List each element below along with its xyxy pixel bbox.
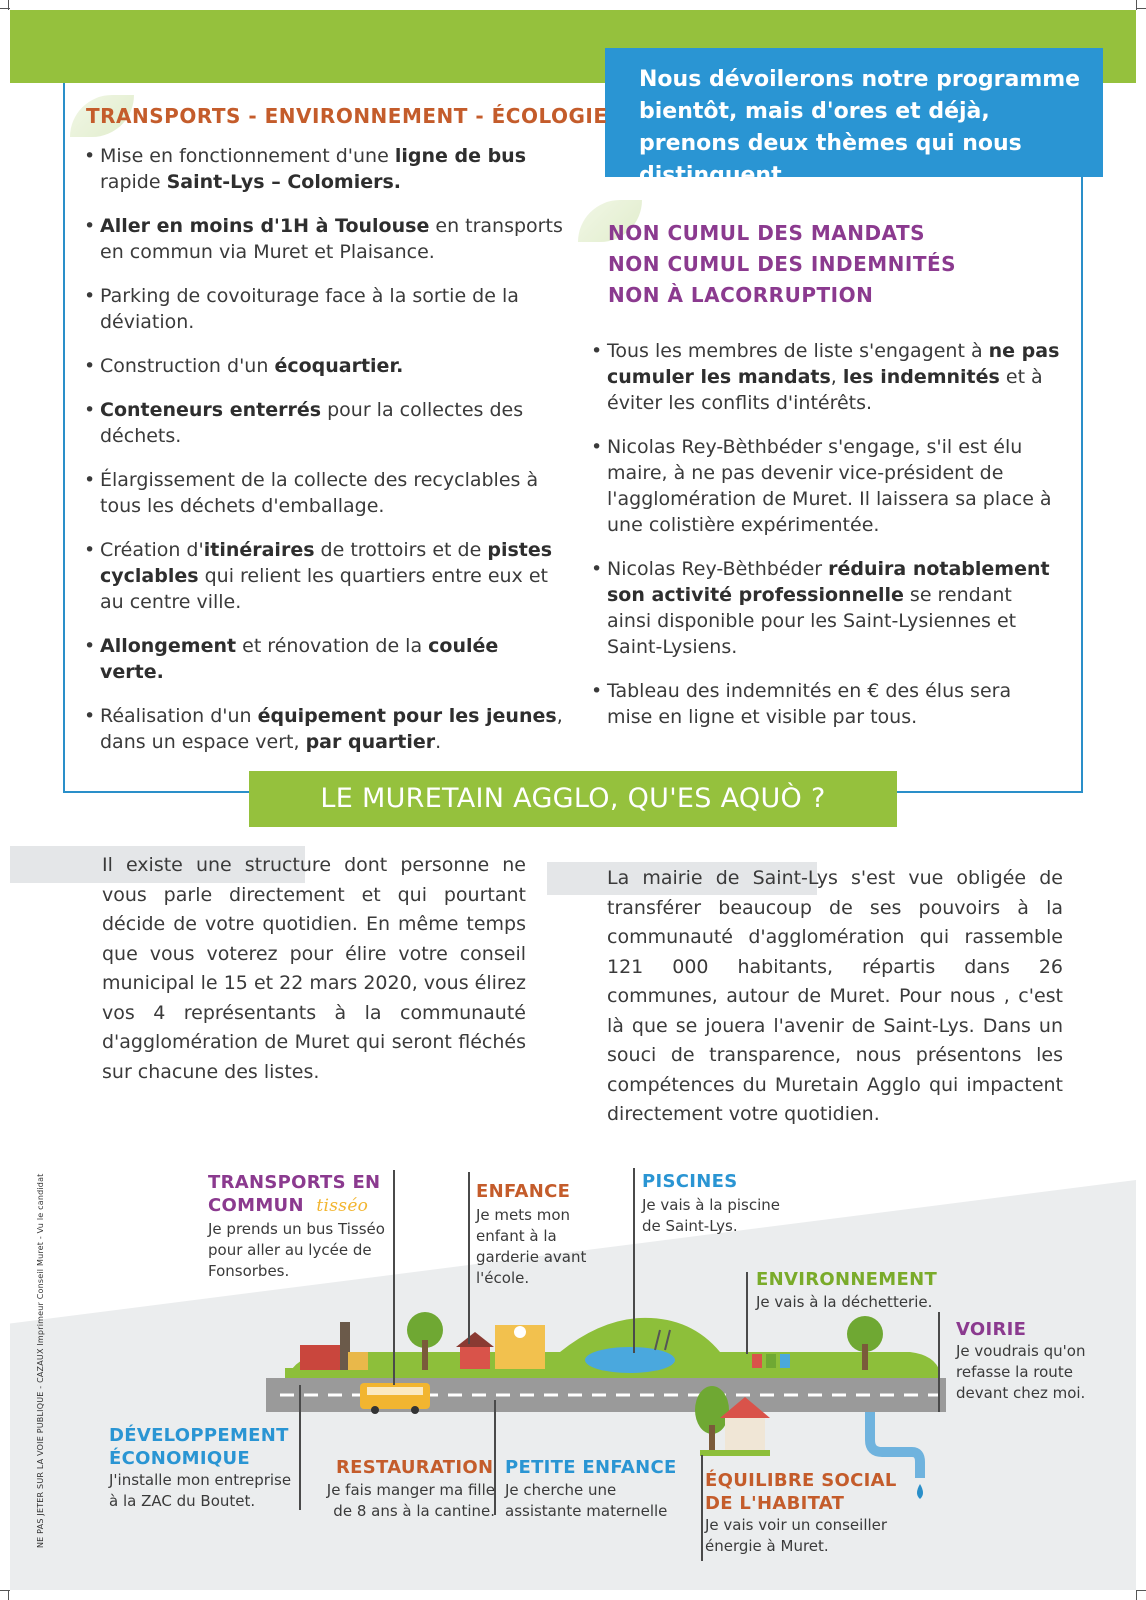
bullet-text: . <box>435 731 442 753</box>
bullet-emphasis: les indemnités <box>842 366 1000 388</box>
ig-petite-enfance-text: Je cherche une assistante maternelle <box>505 1481 668 1520</box>
bullet-text: qui relient les quartiers entre eux et au centre ville. <box>100 565 548 613</box>
pointer-line <box>746 1272 748 1354</box>
bullet-text: , dans un espace vert, <box>100 705 563 753</box>
mandats-title-line: NON CUMUL DES INDEMNITÉS <box>608 252 957 276</box>
bus-window <box>367 1387 423 1395</box>
factory-icon <box>300 1345 340 1370</box>
factory-icon <box>348 1352 368 1370</box>
muretain-banner: LE MURETAIN AGGLO, QU'ES AQUÒ ? <box>249 771 897 827</box>
ig-transports-text: Je prends un bus Tisséo pour aller au lycée de Fonsorbes. <box>208 1220 385 1280</box>
bullet-text: Élargissement de la collecte des recyclables à tous les déchets d'emballage. <box>100 469 539 517</box>
ig-restauration-text: Je fais manger ma fille de 8 ans à la cantine. <box>326 1481 495 1520</box>
transports-title: TRANSPORTS - ENVIRONNEMENT - ÉCOLOGIE <box>86 104 608 128</box>
recycling-bin-icon <box>752 1354 762 1368</box>
eco-house-icon <box>725 1415 765 1451</box>
ig-environnement-title: ENVIRONNEMENT <box>756 1269 938 1290</box>
bullet-emphasis: équipement pour les jeunes <box>257 705 557 727</box>
ig-environnement-text: Je vais à la déchetterie. <box>756 1293 933 1311</box>
bullet-text: Tous les membres de liste s'engagent à <box>607 340 989 362</box>
bullet-text: rapide <box>100 171 167 193</box>
bullet-emphasis: Conteneurs enterrés <box>100 399 322 421</box>
ig-developpement-title: DÉVELOPPEMENT ÉCONOMIQUE <box>109 1425 289 1469</box>
ig-piscines-text: Je vais à la piscine de Saint-Lys. <box>642 1196 780 1235</box>
ig-voirie-title: VOIRIE <box>956 1319 1027 1340</box>
pointer-line <box>938 1312 940 1412</box>
ig-equilibre-text: Je vais voir un conseiller énergie à Muret. <box>705 1516 888 1555</box>
pointer-line <box>701 1455 703 1561</box>
bullet-text: Construction d'un <box>100 355 275 377</box>
tree-trunk <box>422 1340 428 1370</box>
ig-piscines-title: PISCINES <box>642 1171 738 1192</box>
programme-intro-text: Nous dévoilerons notre programme bientôt, mais d'ores et déjà, prenons deux thèmes qui nous distinguent. <box>639 67 1081 188</box>
house-icon <box>460 1345 490 1369</box>
ig-transports-title <box>208 1171 388 1218</box>
bus-wheel <box>411 1406 419 1414</box>
ig-petite-enfance-title: PETITE ENFANCE <box>505 1457 677 1478</box>
pointer-line <box>468 1172 470 1344</box>
bullet-text: en transports en commun via Muret et Plaisance. <box>100 215 563 263</box>
bullet-text: se rendant ainsi disponible pour les Saint-Lysiennes et Saint-Lysiens. <box>607 584 1017 658</box>
bullet-text: Mise en fonctionnement d'une <box>100 145 395 167</box>
pointer-line <box>299 1385 301 1510</box>
bullet-emphasis: écoquartier. <box>274 355 404 377</box>
ig-developpement-text: J'installe mon entreprise à la ZAC du Boutet. <box>109 1471 292 1510</box>
mandats-title-line: NON CUMUL DES MANDATS <box>608 221 926 245</box>
mandats-title-line: NON À LACORRUPTION <box>608 283 874 307</box>
ig-transports-title-text: TRANSPORTS EN COMMUN <box>208 1172 381 1216</box>
recycling-bin-icon <box>766 1354 776 1368</box>
school-clock-icon <box>514 1326 526 1338</box>
bullet-text: , <box>830 366 843 388</box>
pointer-line <box>393 1170 395 1385</box>
tree-trunk <box>862 1344 868 1370</box>
grass-patch <box>700 1450 770 1456</box>
bullet-emphasis: Saint-Lys – Colomiers. <box>166 171 402 193</box>
bullet-text: Réalisation d'un <box>100 705 258 727</box>
pointer-line <box>633 1168 635 1353</box>
house-roof <box>456 1332 494 1347</box>
bus-icon <box>360 1383 430 1409</box>
bus-wheel <box>371 1406 379 1414</box>
bullet-text: et à éviter les conflits d'intérêts. <box>607 366 1043 414</box>
bullet-text: pour la collectes des déchets. <box>100 399 524 447</box>
bullet-emphasis: coulée verte. <box>100 635 499 683</box>
bullet-emphasis: par quartier <box>305 731 436 753</box>
bullet-text: et rénovation de la <box>236 635 429 657</box>
tisseo-logo: tisséo <box>316 1196 369 1216</box>
bullet-text: Parking de covoiturage face à la sortie de la déviation. <box>100 285 519 333</box>
bullet-text: Nicolas Rey-Bèthbéder s'engage, s'il est élu maire, à ne pas devenir vice-président de l'agglomération de Muret. Il laissera sa place à une colistière expérimentée. <box>607 436 1052 536</box>
recycling-bin-icon <box>780 1354 790 1368</box>
ig-enfance-text: Je mets mon enfant à la garderie avant l'école. <box>476 1206 587 1287</box>
bullet-text: de trottoirs et de <box>314 539 488 561</box>
bullet-text: Nicolas Rey-Bèthbéder <box>607 558 829 580</box>
bullet-emphasis: Allongement <box>100 635 237 657</box>
ig-enfance-title: ENFANCE <box>476 1181 571 1202</box>
ig-voirie-text: Je voudrais qu'on refasse la route devant chez moi. <box>956 1342 1086 1402</box>
bullet-emphasis: ne pas cumuler les mandats <box>607 340 1060 388</box>
tree-trunk <box>709 1425 715 1453</box>
bullet-emphasis: ligne de bus <box>394 145 527 167</box>
bullet-text: Création d' <box>100 539 204 561</box>
pool-icon <box>585 1347 675 1373</box>
ig-equilibre-title: ÉQUILIBRE SOCIAL DE L'HABITAT <box>705 1470 897 1514</box>
bullet-emphasis: pistes cyclables <box>100 539 553 587</box>
bullet-text: Tableau des indemnités en € des élus sera mise en ligne et visible par tous. <box>607 680 1012 728</box>
water-drop-icon <box>917 1484 923 1499</box>
legal-mention: NE PAS JETER SUR LA VOIE PUBLIQUE - CAZAUX Imprimeur Conseil Muret - Vu le candidat <box>36 1173 45 1548</box>
bullet-emphasis: réduira notablement son activité professionnelle <box>607 558 1050 606</box>
muretain-right-text: La mairie de Saint-Lys s'est vue obligée de transférer beaucoup de ses pouvoirs à la communauté d'agglomération qui rassemble 121 000 habitants, répartis dans 26 communes, autour de Muret. Pour nous , c'est là que se jouera l'avenir de Saint-Lys. Dans un souci de transparence, nous présentons les compétences du Muretain Agglo qui impactent directement votre quotidien. <box>607 867 1063 1125</box>
bullet-emphasis: itinéraires <box>203 539 315 561</box>
ig-restauration-title: RESTAURATION <box>336 1457 494 1478</box>
bullet-emphasis: Aller en moins d'1H à Toulouse <box>100 215 430 237</box>
muretain-left-text: Il existe une structure dont personne ne vous parle directement et qui pourtant décide de votre quotidien. En même temps que vous voterez pour élire votre conseil municipal le 15 et 22 mars 2020, vous élirez vos 4 représentants à la communauté d'agglomération de Muret qui seront fléchés sur chacune des listes. <box>102 854 526 1083</box>
